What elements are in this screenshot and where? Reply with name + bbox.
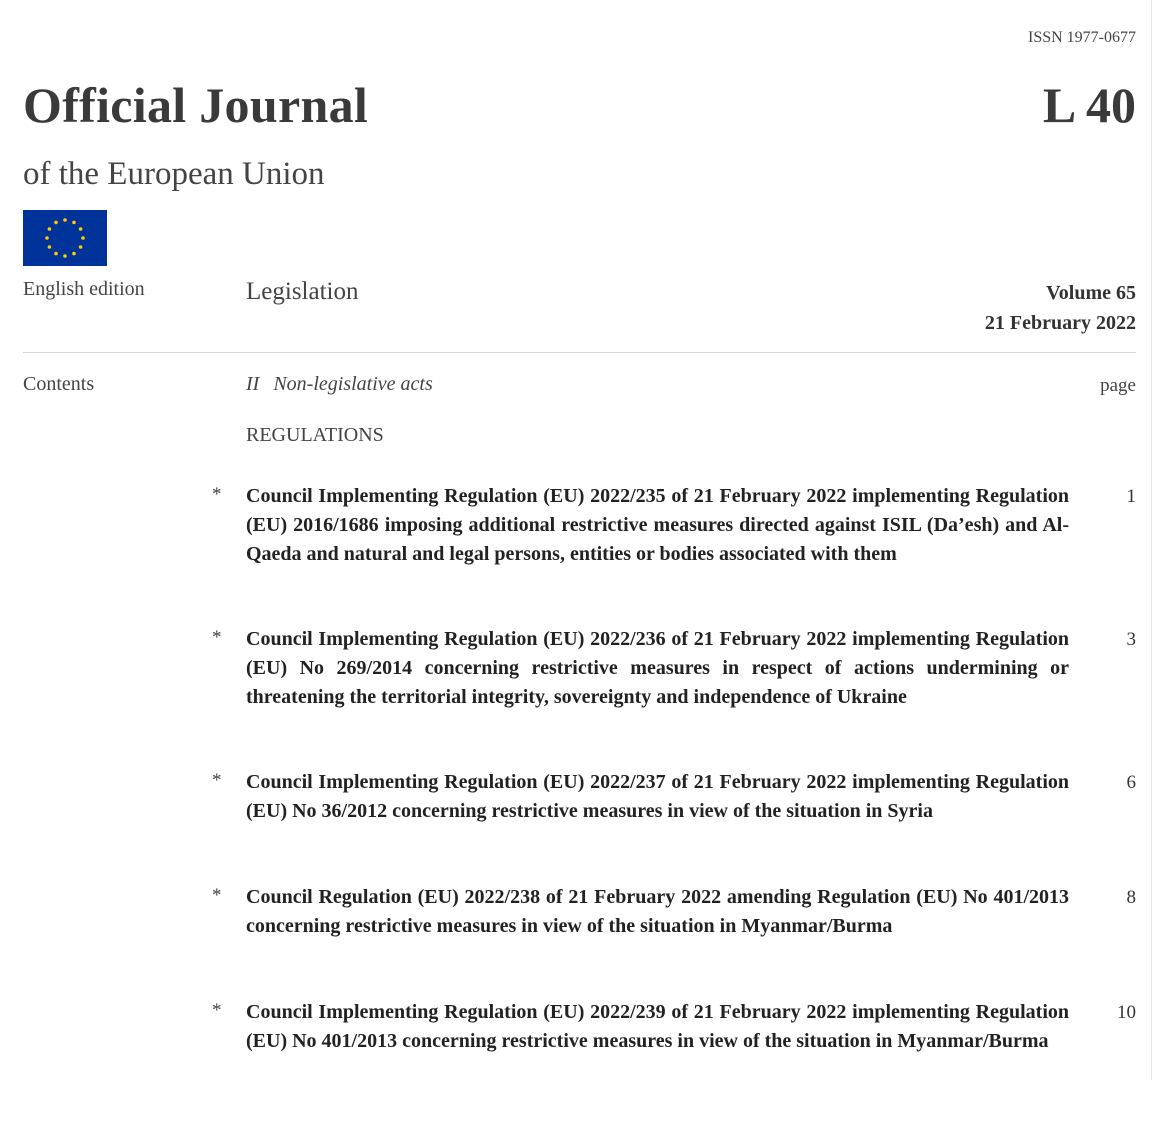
contents-label: Contents — [23, 373, 95, 395]
volume-number: Volume 65 — [1046, 282, 1136, 304]
entry-title-link[interactable]: Council Implementing Regulation (EU) 2022/236 of 21 February 2022 implementing Regulation (EU) No 269/2014 concerning restrictive measures in respect of actions undermining or threatening the territorial integrity, sovereignty and independence of Ukraine — [246, 628, 1069, 708]
flag-star — [48, 245, 52, 249]
contents-entry[interactable] — [0, 883, 1159, 998]
flag-star — [72, 221, 76, 225]
entry-marker: * — [212, 484, 222, 505]
journal-title: Official Journal — [23, 77, 369, 133]
entry-title-link[interactable]: Council Regulation (EU) 2022/238 of 21 February 2022 amending Regulation (EU) No 401/2013 concerning restrictive measures in view of the situation in Myanmar/Burma — [246, 886, 1069, 937]
entry-page-number: 3 — [1126, 629, 1136, 650]
flag-star — [54, 252, 58, 256]
part-title: Non-legislative acts — [273, 373, 433, 395]
edition-label: English edition — [23, 278, 145, 300]
part-number: II — [246, 373, 260, 395]
entry-title-link[interactable]: Council Implementing Regulation (EU) 2022/239 of 21 February 2022 implementing Regulation (EU) No 401/2013 concerning restrictive measures in view of the situation in Myanmar/Burma — [246, 1001, 1069, 1052]
flag-star — [63, 218, 67, 222]
flag-star — [79, 245, 83, 249]
entry-page-number: 10 — [1117, 1002, 1136, 1023]
entry-marker: * — [212, 770, 222, 791]
entry-title-link[interactable]: Council Implementing Regulation (EU) 2022/235 of 21 February 2022 implementing Regulation (EU) 2016/1686 imposing additional restrictive measures directed against ISIL (Da’esh) and Al-Qaeda and natural and legal persons, entities or bodies associated with them — [246, 485, 1069, 565]
issn-number: ISSN 1977-0677 — [1027, 29, 1136, 46]
contents-entry[interactable] — [0, 482, 1159, 625]
journal-subtitle: of the European Union — [23, 156, 325, 192]
header-divider — [23, 352, 1136, 353]
contents-entry[interactable] — [0, 768, 1159, 883]
contents-list — [0, 482, 1159, 1141]
flag-star — [79, 227, 83, 231]
regulations-heading: REGULATIONS — [246, 424, 384, 446]
eu-flag-icon — [23, 210, 107, 266]
series-number: L 40 — [1042, 77, 1136, 133]
entry-marker: * — [212, 1000, 222, 1021]
entry-title-link[interactable]: Council Implementing Regulation (EU) 2022/237 of 21 February 2022 implementing Regulation (EU) No 36/2012 concerning restrictive measures in view of the situation in Syria — [246, 771, 1069, 822]
entry-page-number: 1 — [1126, 486, 1136, 507]
flag-star — [54, 221, 58, 225]
contents-entry[interactable] — [0, 625, 1159, 768]
flag-star — [63, 254, 67, 258]
entry-page-number: 8 — [1126, 887, 1136, 908]
volume-info — [985, 278, 1136, 338]
entry-marker: * — [212, 885, 222, 906]
entry-marker: * — [212, 627, 222, 648]
page-column-label: page — [1100, 375, 1136, 396]
issue-date: 21 February 2022 — [984, 312, 1136, 334]
flag-star — [72, 252, 76, 256]
contents-entry[interactable] — [0, 998, 1159, 1141]
part-heading — [246, 373, 433, 396]
flag-star — [45, 236, 49, 240]
flag-star — [81, 236, 85, 240]
flag-star — [48, 227, 52, 231]
entry-page-number: 6 — [1126, 772, 1136, 793]
section-label: Legislation — [246, 278, 359, 305]
